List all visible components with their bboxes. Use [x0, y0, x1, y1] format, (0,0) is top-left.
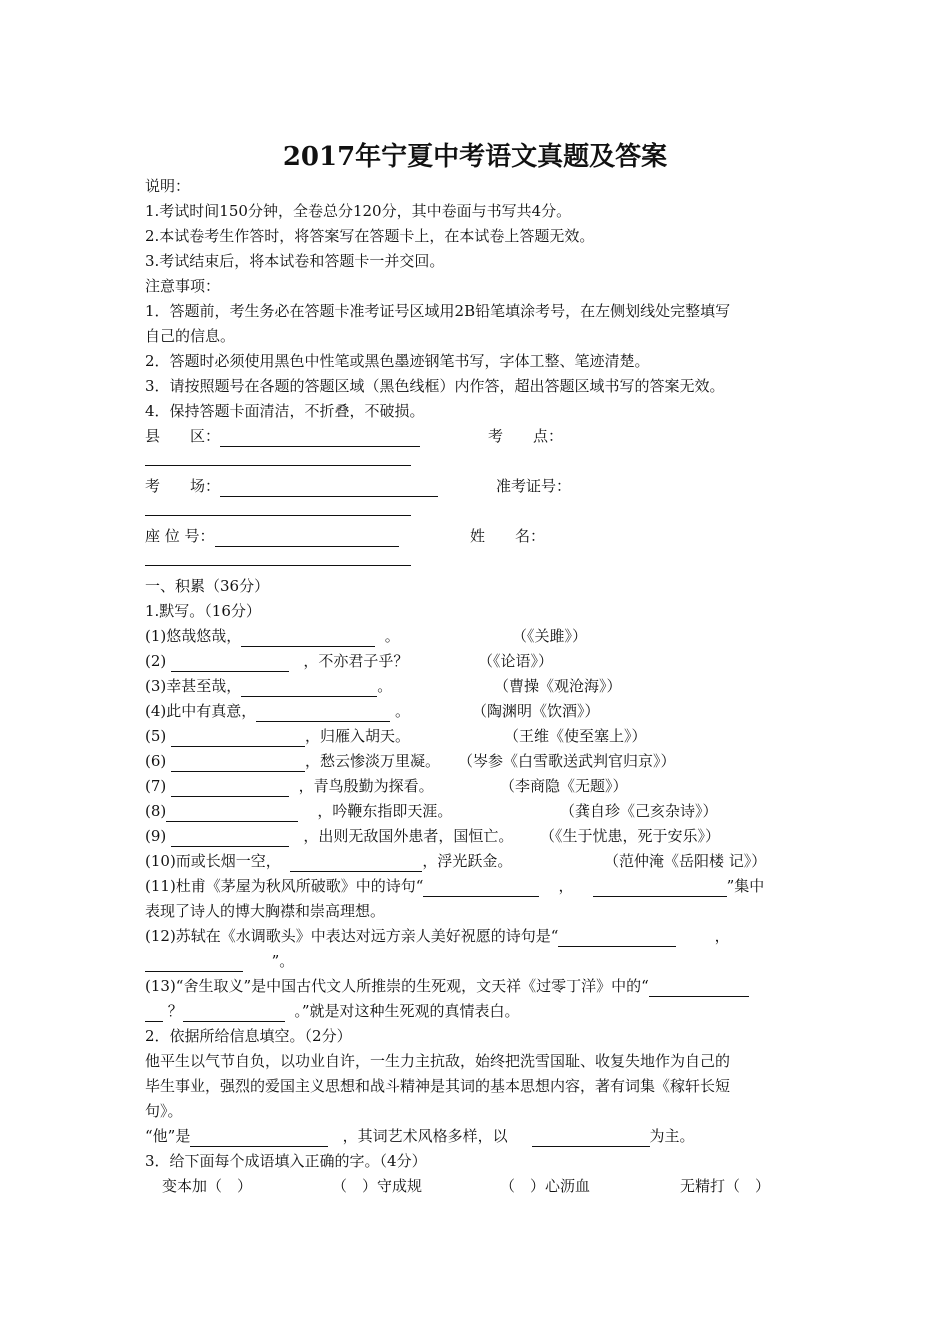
recitation-item-cont: ？ 。”就是对这种生死观的真情表白。 [145, 1000, 520, 1022]
intro-item: 2.本试卷考生作答时，将答案写在答题卡上，在本试卷上答题无效。 [145, 227, 595, 245]
recitation-source: （龚自珍《己亥杂诗》） [560, 802, 718, 820]
answer-blank[interactable] [423, 879, 539, 897]
answer-blank[interactable] [171, 654, 289, 672]
recitation-item: (12)苏轼在《水调歌头》中表达对远方亲人美好祝愿的诗句是“ ， [145, 927, 730, 945]
seat-no-blank[interactable] [215, 529, 399, 547]
recitation-item: (5) ，归雁入胡天。 [145, 727, 411, 745]
intro-item: 3.考试结束后，将本试卷和答题卡一并交回。 [145, 252, 445, 270]
recitation-source: （《论语》） [478, 652, 554, 670]
recitation-item: (1)悠哉悠哉， 。 [145, 627, 400, 645]
recitation-item: (3)幸甚至哉， 。 [145, 677, 393, 695]
ticket-no-label: 准考证号： [496, 477, 572, 495]
exam-room-field[interactable] [145, 475, 438, 497]
recitation-source: （范仲淹《岳阳楼 记》） [604, 852, 767, 870]
idiom-item[interactable]: （ ）守成规 [332, 1177, 423, 1195]
intro-item: 1.考试时间150分钟，全卷总分120分，其中卷面与书写共4分。 [145, 202, 572, 220]
recitation-source: （岑参《白雪歌送武判官归京》） [458, 752, 676, 770]
county-label: 县 区： [145, 427, 221, 445]
recitation-item: (10)而或长烟一空， ，浮光跃金。 [145, 852, 513, 870]
section-heading: 一、积累（36分） [145, 577, 270, 595]
recitation-item: (9) ，出则无敌国外患者，国恒亡。 [145, 827, 514, 845]
answer-blank[interactable] [593, 879, 727, 897]
notice-item: 3．请按照题号在各题的答题区域（黑色线框）内作答，超出答题区域书写的答案无效。 [145, 377, 725, 395]
passage-text: 毕生事业，强烈的爱国主义思想和战斗精神是其词的基本思想内容，著有词集《稼轩长短 [145, 1077, 731, 1095]
recitation-source: （《关雎》） [512, 627, 588, 645]
name-blank[interactable] [145, 565, 411, 566]
answer-blank[interactable] [145, 1004, 163, 1022]
question-heading: 1.默写。（16分） [145, 602, 261, 620]
recitation-item: (8) ，吟鞭东指即天涯。 [145, 802, 453, 820]
notice-item: 1．答题前，考生务必在答题卡准考证号区域用2B铅笔填涂考号，在左侧划线处完整填写 [145, 302, 731, 320]
recitation-item: (7) ，青鸟殷勤为探看。 [145, 777, 434, 795]
answer-blank[interactable] [241, 679, 377, 697]
answer-blank[interactable] [145, 954, 243, 972]
exam-room-blank[interactable] [220, 479, 438, 497]
fill-in-item: “他”是 ，其词艺术风格多样，以 为主。 [145, 1127, 695, 1145]
answer-blank[interactable] [649, 979, 749, 997]
question-heading: 2．依据所给信息填空。（2分） [145, 1027, 352, 1045]
recitation-source: （陶渊明《饮酒》） [472, 702, 600, 720]
exam-room-label: 考 场： [145, 477, 221, 495]
answer-blank[interactable] [166, 804, 298, 822]
recitation-source: （王维《使至塞上》） [504, 727, 647, 745]
answer-blank[interactable] [171, 754, 305, 772]
county-blank[interactable] [220, 429, 420, 447]
answer-blank[interactable] [171, 729, 305, 747]
answer-blank[interactable] [190, 1129, 328, 1147]
recitation-item: (6) ，愁云惨淡万里凝。 [145, 752, 441, 770]
seat-no-label: 座 位 号： [145, 527, 215, 545]
question-heading: 3．给下面每个成语填入正确的字。（4分） [145, 1152, 427, 1170]
county-field[interactable] [145, 425, 420, 447]
idiom-item[interactable]: （ ）心沥血 [500, 1177, 591, 1195]
passage-text: 句》。 [145, 1102, 183, 1120]
idiom-item[interactable]: 变本加（ ） [162, 1177, 253, 1195]
notice-heading: 注意事项： [145, 277, 221, 295]
notice-item: 自己的信息。 [145, 327, 236, 345]
recitation-item: (2) ，不亦君子乎？ [145, 652, 409, 670]
notice-item: 4．保持答题卡面清洁，不折叠，不破损。 [145, 402, 425, 420]
intro-heading: 说明： [145, 177, 191, 195]
idiom-item[interactable]: 无精打（ ） [680, 1177, 771, 1195]
recitation-item-cont: ”。 [145, 950, 294, 972]
answer-blank[interactable] [171, 779, 289, 797]
exam-site-label: 考 点： [488, 427, 564, 445]
seat-no-field[interactable] [145, 525, 399, 547]
answer-blank[interactable] [256, 704, 390, 722]
answer-blank[interactable] [171, 829, 289, 847]
passage-text: 他平生以气节自负，以功业自许，一生力主抗敌，始终把洗雪国耻、收复失地作为自己的 [145, 1052, 731, 1070]
recitation-source: （李商隐《无题》） [500, 777, 628, 795]
exam-site-blank[interactable] [145, 465, 411, 466]
page-title: 2017年宁夏中考语文真题及答案 [282, 142, 668, 172]
answer-blank[interactable] [558, 929, 676, 947]
recitation-source: （曹操《观沧海》） [494, 677, 622, 695]
answer-blank[interactable] [532, 1129, 650, 1147]
recitation-item-cont: 表现了诗人的博大胸襟和崇高理想。 [145, 902, 386, 920]
ticket-no-blank[interactable] [145, 515, 411, 516]
recitation-item: (13)“舍生取义”是中国古代文人所推崇的生死观，文天祥《过零丁洋》中的“ [145, 975, 749, 997]
notice-item: 2．答题时必须使用黑色中性笔或黑色墨迹钢笔书写，字体工整、笔迹清楚。 [145, 352, 650, 370]
recitation-item: (4)此中有真意， 。 [145, 702, 411, 720]
answer-blank[interactable] [290, 854, 422, 872]
answer-blank[interactable] [183, 1004, 285, 1022]
recitation-item: (11)杜甫《茅屋为秋风所破歌》中的诗句“ ， ”集中 [145, 877, 765, 895]
answer-blank[interactable] [241, 629, 375, 647]
recitation-source: （《生于忧患，死于安乐》） [540, 827, 721, 845]
name-label: 姓 名： [470, 527, 546, 545]
